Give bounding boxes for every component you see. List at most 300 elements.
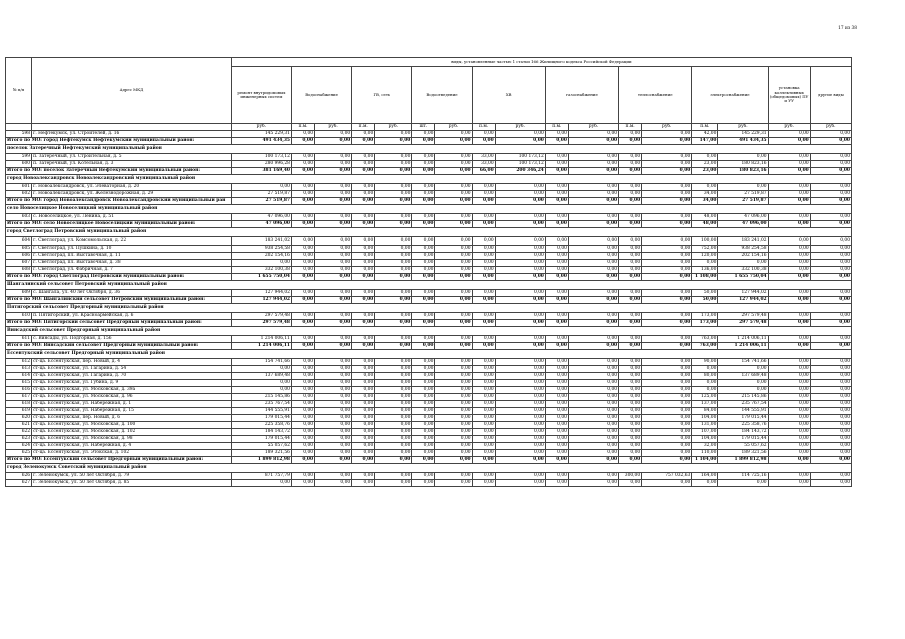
- section-title: город Светлоград Петровский муниципальный район: [6, 228, 852, 237]
- value-cell: 0,00: [412, 184, 435, 191]
- value-cell: 1 214 006,11: [718, 336, 768, 343]
- value-cell: 104,00: [692, 436, 718, 443]
- table-row: [6, 408, 852, 415]
- table-row: [6, 415, 852, 422]
- value-cell: 0,00: [619, 198, 642, 205]
- value-cell: 0,00: [619, 450, 642, 457]
- value-cell: 0,00: [810, 168, 851, 175]
- value-cell: 50,00: [692, 290, 718, 297]
- row-address: ст-ца. Ессентукская, пер. Новый, д. 4: [32, 359, 232, 366]
- value-cell: 0,00: [768, 214, 810, 221]
- value-cell: 0,00: [568, 168, 618, 175]
- row-address: г. Новоалександровск, ул. Элеваторная, д. 20: [32, 184, 232, 191]
- value-cell: 0,00: [495, 480, 545, 487]
- value-cell: 0,00: [472, 320, 495, 327]
- value-cell: 1 214 006,11: [231, 343, 291, 350]
- row-number: 599: [6, 154, 32, 161]
- table-row: [6, 443, 852, 450]
- value-cell: 0,00: [412, 214, 435, 221]
- value-cell: 0,00: [642, 422, 692, 429]
- value-cell: 0,00: [375, 184, 412, 191]
- value-cell: 0,00: [495, 214, 545, 221]
- value-cell: 0,00: [642, 214, 692, 221]
- value-cell: 0,00: [472, 253, 495, 260]
- value-cell: 180 823,16: [718, 161, 768, 168]
- value-cell: 0,00: [810, 297, 851, 304]
- table-row: [6, 473, 852, 480]
- value-cell: 0,00: [495, 191, 545, 198]
- value-cell: 871 757,79: [231, 473, 291, 480]
- value-cell: 0,00: [315, 297, 352, 304]
- value-cell: 0,00: [352, 267, 375, 274]
- value-cell: 0,00: [568, 297, 618, 304]
- subtotal-label: Итого по МО: Шангалинский сельсовет Петровский муниципальный район:: [6, 297, 232, 304]
- value-cell: 752,00: [692, 246, 718, 253]
- value-cell: 0,00: [810, 214, 851, 221]
- value-cell: 0,00: [718, 380, 768, 387]
- table-row: [6, 161, 852, 168]
- unit-cell: п.м.: [545, 124, 568, 131]
- value-cell: 0,00: [291, 380, 314, 387]
- value-cell: 0,00: [810, 191, 851, 198]
- value-cell: 0,00: [291, 274, 314, 281]
- value-cell: 0,00: [435, 320, 472, 327]
- value-cell: 0,00: [568, 387, 618, 394]
- value-cell: 0,00: [642, 267, 692, 274]
- value-cell: 1 214 006,11: [231, 336, 291, 343]
- row-number: 618: [6, 401, 32, 408]
- value-cell: 0,00: [291, 260, 314, 267]
- row-address: г. Нефтекумск, ул. Строителей, д. 16: [32, 131, 232, 138]
- value-cell: 0,00: [619, 253, 642, 260]
- value-cell: 0,00: [352, 429, 375, 436]
- value-cell: 0,00: [568, 198, 618, 205]
- value-cell: 0,00: [435, 359, 472, 366]
- value-cell: 0,00: [472, 138, 495, 145]
- value-cell: 0,00: [435, 313, 472, 320]
- value-cell: 235 767,54: [718, 401, 768, 408]
- value-cell: 0,00: [545, 473, 568, 480]
- table-row: [6, 366, 852, 373]
- row-address: п. Затеречный, ул. Строительная, д. 5: [32, 154, 232, 161]
- value-cell: 0,00: [412, 198, 435, 205]
- value-cell: 0,00: [315, 473, 352, 480]
- value-cell: 0,00: [352, 320, 375, 327]
- value-cell: 0,00: [810, 408, 851, 415]
- value-cell: 0,00: [291, 313, 314, 320]
- value-cell: 0,00: [352, 443, 375, 450]
- value-cell: 938 254,58: [718, 246, 768, 253]
- value-cell: 179 015,44: [231, 415, 291, 422]
- value-cell: 0,00: [810, 237, 851, 246]
- value-cell: 0,00: [810, 253, 851, 260]
- value-cell: 0,00: [472, 191, 495, 198]
- row-address: п. Затеречный, ул. Котельная, д. 3: [32, 161, 232, 168]
- value-cell: 491 434,35: [718, 138, 768, 145]
- subtotal-row: [6, 221, 852, 228]
- value-cell: 0,00: [545, 290, 568, 297]
- value-cell: 0,00: [495, 457, 545, 464]
- value-cell: 0,00: [291, 161, 314, 168]
- header-elec: электроснабжение: [692, 67, 768, 124]
- value-cell: 0,00: [315, 260, 352, 267]
- value-cell: 0,00: [315, 450, 352, 457]
- header-hot: ХВ: [472, 67, 545, 124]
- value-cell: 0,00: [642, 161, 692, 168]
- value-cell: 0,00: [495, 313, 545, 320]
- value-cell: 0,00: [568, 408, 618, 415]
- value-cell: 27 519,87: [231, 191, 291, 198]
- value-cell: 0,00: [545, 387, 568, 394]
- value-cell: 235 767,54: [231, 401, 291, 408]
- value-cell: 0,00: [375, 415, 412, 422]
- value-cell: 0,00: [315, 336, 352, 343]
- value-cell: 0,00: [545, 320, 568, 327]
- value-cell: 0,00: [435, 366, 472, 373]
- value-cell: 0,00: [545, 373, 568, 380]
- value-cell: 0,00: [412, 343, 435, 350]
- value-cell: 0,00: [619, 415, 642, 422]
- value-cell: 0,00: [412, 131, 435, 138]
- row-number: 605: [6, 246, 32, 253]
- value-cell: 0,00: [768, 267, 810, 274]
- value-cell: 147,00: [692, 138, 718, 145]
- value-cell: 0,00: [495, 429, 545, 436]
- value-cell: 173,00: [692, 320, 718, 327]
- value-cell: 0,00: [472, 359, 495, 366]
- value-cell: 0,00: [545, 394, 568, 401]
- value-cell: 0,00: [472, 221, 495, 228]
- value-cell: 0,00: [545, 246, 568, 253]
- value-cell: 0,00: [642, 408, 692, 415]
- value-cell: 0,00: [352, 480, 375, 487]
- value-cell: 0,00: [315, 237, 352, 246]
- value-cell: 114 725,16: [718, 473, 768, 480]
- value-cell: 297 579,48: [718, 313, 768, 320]
- value-cell: 0,00: [568, 253, 618, 260]
- value-cell: 0,00: [495, 138, 545, 145]
- value-cell: 100 173,12: [495, 154, 545, 161]
- value-cell: 0,00: [810, 184, 851, 191]
- value-cell: 120,00: [692, 253, 718, 260]
- value-cell: 0,00: [619, 380, 642, 387]
- value-cell: 0,00: [619, 246, 642, 253]
- value-cell: 0,00: [545, 450, 568, 457]
- value-cell: 137 689,48: [231, 373, 291, 380]
- value-cell: 180 823,16: [718, 168, 768, 175]
- value-cell: 0,00: [472, 237, 495, 246]
- value-cell: 0,00: [375, 313, 412, 320]
- value-cell: 0,00: [642, 297, 692, 304]
- value-cell: 0,00: [768, 343, 810, 350]
- value-cell: 0,00: [495, 260, 545, 267]
- value-cell: 1 108,00: [692, 274, 718, 281]
- value-cell: 0,00: [568, 246, 618, 253]
- value-cell: 0,00: [545, 138, 568, 145]
- value-cell: 34,00: [692, 191, 718, 198]
- table-row: [6, 336, 852, 343]
- value-cell: 0,00: [495, 450, 545, 457]
- value-cell: 0,00: [495, 422, 545, 429]
- value-cell: 0,00: [435, 191, 472, 198]
- value-cell: 0,00: [315, 436, 352, 443]
- value-cell: 0,00: [619, 297, 642, 304]
- value-cell: 0,00: [435, 253, 472, 260]
- value-cell: 202 154,16: [231, 253, 291, 260]
- row-number: 615: [6, 380, 32, 387]
- value-cell: 0,00: [495, 436, 545, 443]
- table-row: [6, 359, 852, 366]
- value-cell: 0,00: [375, 198, 412, 205]
- value-cell: 0,00: [642, 198, 692, 205]
- value-cell: 0,00: [619, 457, 642, 464]
- value-cell: 0,00: [315, 408, 352, 415]
- unit-cell: руб.: [231, 124, 291, 131]
- value-cell: 0,00: [768, 415, 810, 422]
- value-cell: 0,00: [375, 267, 412, 274]
- row-address: г. Светлоград, ул. Фабричная, д. 7: [32, 267, 232, 274]
- value-cell: 0,00: [642, 131, 692, 138]
- row-number: 621: [6, 422, 32, 429]
- value-cell: 0,00: [352, 422, 375, 429]
- value-cell: 381 169,40: [231, 168, 291, 175]
- value-cell: 0,00: [768, 429, 810, 436]
- value-cell: 0,00: [810, 473, 851, 480]
- value-cell: 0,00: [768, 408, 810, 415]
- value-cell: 0,00: [810, 131, 851, 138]
- value-cell: 0,00: [412, 443, 435, 450]
- value-cell: 0,00: [619, 131, 642, 138]
- value-cell: 0,00: [495, 366, 545, 373]
- value-cell: 0,00: [810, 457, 851, 464]
- value-cell: 0,00: [291, 366, 314, 373]
- value-cell: 0,00: [231, 184, 291, 191]
- value-cell: 42,00: [692, 131, 718, 138]
- value-cell: 0,00: [619, 237, 642, 246]
- value-cell: 0,00: [315, 313, 352, 320]
- unit-cell: п.м.: [291, 124, 314, 131]
- value-cell: 0,00: [375, 214, 412, 221]
- value-cell: 47 096,00: [231, 221, 291, 228]
- value-cell: 0,00: [619, 408, 642, 415]
- value-cell: 0,00: [352, 336, 375, 343]
- value-cell: 0,00: [315, 429, 352, 436]
- value-cell: 0,00: [495, 297, 545, 304]
- row-number: 625: [6, 450, 32, 457]
- value-cell: 225 358,76: [231, 422, 291, 429]
- row-number: 623: [6, 436, 32, 443]
- value-cell: 0,00: [352, 274, 375, 281]
- value-cell: 0,00: [810, 359, 851, 366]
- value-cell: 0,00: [375, 408, 412, 415]
- value-cell: 0,00: [472, 290, 495, 297]
- subtotal-label: Итого по МО: город Нефтекумск Нефтекумский муниципальный район:: [6, 138, 232, 145]
- value-cell: 0,00: [810, 260, 851, 267]
- subtotal-label: Итого по МО: Пятигорский сельсовет Предгорный муниципальный район:: [6, 320, 232, 327]
- value-cell: 0,00: [568, 290, 618, 297]
- value-cell: 173,00: [692, 313, 718, 320]
- value-cell: 0,00: [692, 480, 718, 487]
- row-address: ст-ца. Ессентукская, ул. Московская, д. 96: [32, 394, 232, 401]
- table-row: [6, 373, 852, 380]
- value-cell: 0,00: [545, 415, 568, 422]
- value-cell: 0,00: [412, 457, 435, 464]
- value-cell: 0,00: [545, 429, 568, 436]
- header-no: № п/п: [6, 58, 32, 124]
- value-cell: 0,00: [568, 480, 618, 487]
- value-cell: 0,00: [768, 274, 810, 281]
- unit-cell: руб.: [718, 124, 768, 131]
- value-cell: 0,00: [412, 473, 435, 480]
- value-cell: 0,00: [352, 260, 375, 267]
- value-cell: 0,00: [375, 320, 412, 327]
- row-number: 619: [6, 408, 32, 415]
- value-cell: 0,00: [810, 429, 851, 436]
- value-cell: 0,00: [718, 260, 768, 267]
- value-cell: 127 944,02: [231, 297, 291, 304]
- row-number: 614: [6, 373, 32, 380]
- value-cell: 0,00: [619, 154, 642, 161]
- value-cell: 0,00: [375, 359, 412, 366]
- value-cell: 0,00: [768, 394, 810, 401]
- value-cell: 0,00: [810, 415, 851, 422]
- value-cell: 0,00: [692, 366, 718, 373]
- subtotal-row: [6, 138, 852, 145]
- value-cell: 0,00: [352, 154, 375, 161]
- value-cell: 0,00: [375, 473, 412, 480]
- value-cell: 183 241,02: [231, 237, 291, 246]
- value-cell: 0,00: [692, 380, 718, 387]
- value-cell: 0,00: [472, 336, 495, 343]
- value-cell: 0,00: [315, 274, 352, 281]
- value-cell: 0,00: [315, 138, 352, 145]
- value-cell: 0,00: [768, 359, 810, 366]
- value-cell: 0,00: [315, 191, 352, 198]
- value-cell: 0,00: [545, 343, 568, 350]
- value-cell: 0,00: [435, 214, 472, 221]
- value-cell: 0,00: [435, 184, 472, 191]
- value-cell: 0,00: [412, 191, 435, 198]
- value-cell: 0,00: [545, 336, 568, 343]
- value-cell: 0,00: [315, 387, 352, 394]
- value-cell: 0,00: [472, 198, 495, 205]
- value-cell: 0,00: [768, 168, 810, 175]
- value-cell: 0,00: [315, 457, 352, 464]
- section-heading-row: [6, 327, 852, 336]
- value-cell: 0,00: [768, 161, 810, 168]
- value-cell: 0,00: [472, 131, 495, 138]
- value-cell: 100 173,12: [231, 154, 291, 161]
- value-cell: 0,00: [568, 380, 618, 387]
- value-cell: 0,00: [619, 191, 642, 198]
- section-heading-row: [6, 350, 852, 359]
- value-cell: 0,00: [545, 221, 568, 228]
- value-cell: 179 015,44: [718, 415, 768, 422]
- value-cell: 300,00: [619, 473, 642, 480]
- value-cell: 0,00: [642, 380, 692, 387]
- value-cell: 0,00: [568, 336, 618, 343]
- value-cell: 0,00: [315, 422, 352, 429]
- value-cell: 0,00: [315, 161, 352, 168]
- value-cell: 757 032,63: [642, 473, 692, 480]
- value-cell: 1 104,00: [692, 457, 718, 464]
- value-cell: 0,00: [642, 246, 692, 253]
- value-cell: 0,00: [352, 366, 375, 373]
- value-cell: 0,00: [315, 343, 352, 350]
- table-row: [6, 267, 852, 274]
- row-number: 616: [6, 387, 32, 394]
- value-cell: 183 241,02: [718, 237, 768, 246]
- row-number: 598: [6, 131, 32, 138]
- section-heading-row: [6, 304, 852, 313]
- row-address: ст-ца. Ессентукская, ул. Этокская, д. 102: [32, 450, 232, 457]
- value-cell: 179 015,44: [231, 436, 291, 443]
- subtotal-row: [6, 297, 852, 304]
- value-cell: 0,00: [642, 429, 692, 436]
- value-cell: 0,00: [642, 480, 692, 487]
- value-cell: 0,00: [352, 191, 375, 198]
- units-empty: [32, 124, 232, 131]
- value-cell: 164,00: [692, 473, 718, 480]
- value-cell: 0,00: [435, 161, 472, 168]
- value-cell: 0,00: [412, 154, 435, 161]
- value-cell: 80,00: [692, 373, 718, 380]
- value-cell: 0,00: [642, 436, 692, 443]
- value-cell: 107,00: [692, 429, 718, 436]
- row-number: 611: [6, 336, 32, 343]
- value-cell: 0,00: [315, 290, 352, 297]
- value-cell: 184 143,72: [718, 429, 768, 436]
- value-cell: 0,00: [768, 297, 810, 304]
- value-cell: 0,00: [568, 359, 618, 366]
- value-cell: 0,00: [810, 450, 851, 457]
- subtotal-label: Итого по МО: поселок Затеречный Нефтекумский муниципальный район:: [6, 168, 232, 175]
- value-cell: 0,00: [495, 131, 545, 138]
- value-cell: 0,00: [291, 359, 314, 366]
- value-cell: 0,00: [568, 267, 618, 274]
- value-cell: 0,00: [495, 320, 545, 327]
- value-cell: 0,00: [495, 408, 545, 415]
- section-title: город Новоалександровск Новоалександровский муниципальный район: [6, 175, 852, 184]
- row-number: 601: [6, 184, 32, 191]
- header-total: ремонт внутридомовых инженерных систем: [231, 67, 291, 124]
- row-number: 600: [6, 161, 32, 168]
- value-cell: 0,00: [352, 313, 375, 320]
- row-address: г. Светлоград, пл. Выставочная, д. 11: [32, 253, 232, 260]
- value-cell: 0,00: [619, 290, 642, 297]
- value-cell: 0,00: [642, 274, 692, 281]
- value-cell: 0,00: [375, 336, 412, 343]
- table-row: [6, 260, 852, 267]
- value-cell: 0,00: [619, 336, 642, 343]
- value-cell: 0,00: [375, 191, 412, 198]
- value-cell: 0,00: [768, 260, 810, 267]
- value-cell: 33,00: [472, 161, 495, 168]
- value-cell: 104,00: [692, 415, 718, 422]
- value-cell: 0,00: [315, 221, 352, 228]
- value-cell: 0,00: [352, 394, 375, 401]
- value-cell: 0,00: [375, 154, 412, 161]
- value-cell: 0,00: [412, 366, 435, 373]
- value-cell: 0,00: [619, 443, 642, 450]
- unit-cell: п.м.: [472, 124, 495, 131]
- value-cell: 0,00: [495, 394, 545, 401]
- value-cell: 0,00: [375, 380, 412, 387]
- value-cell: 0,00: [315, 198, 352, 205]
- value-cell: 0,00: [642, 290, 692, 297]
- value-cell: 0,00: [472, 450, 495, 457]
- value-cell: 0,00: [768, 457, 810, 464]
